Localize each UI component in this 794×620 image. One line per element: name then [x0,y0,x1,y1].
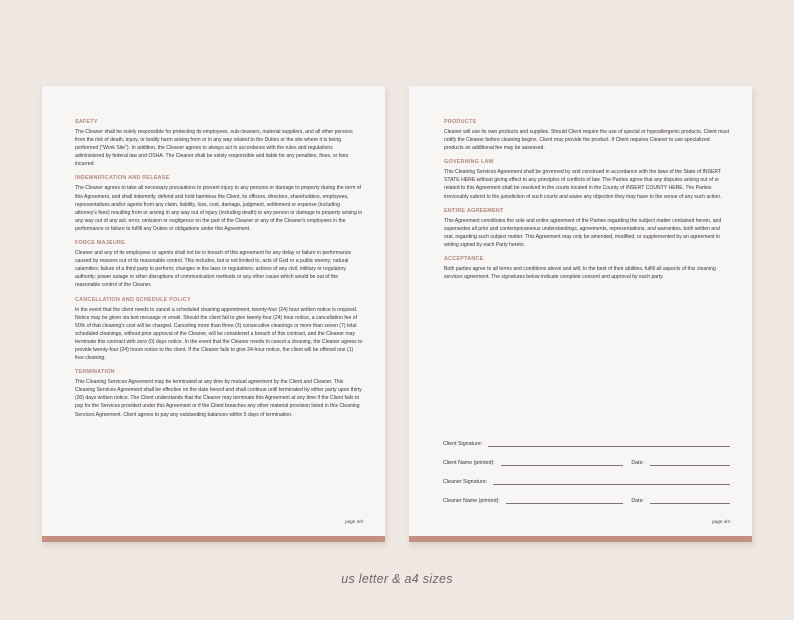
signature-block [443,428,730,504]
cleaner-name-row [443,485,730,504]
section-title: ENTIRE AGREEMENT [444,207,504,214]
cleaner-signature-label: Cleaner Signature: [443,479,488,485]
section-title: FORCE MAJEURE [75,240,125,247]
cleaner-date-line[interactable] [650,497,730,504]
section-body: Cleaner and any of its employees or agents shall not be in breach of this agreement for any delay or failure in performance caused by reasons out of its reasonable control. This includes, but is not limited to, acts of God or a public enemy; natural calamities; failure of a third party to perform; changes in the laws or regulations; actions of any civil, military or regulatory authority; power outage or other disruptions of communication methods or any other cause which would be out of the reasonable control of the Cleaner. [75,250,352,289]
document-page-4 [409,86,752,542]
section-products [444,119,730,152]
section-safety [75,119,363,168]
cleaner-signature-line[interactable] [493,478,730,485]
section-title: GOVERNING LAW [444,159,494,166]
section-title: ACCEPTANCE [444,256,484,263]
section-title: PRODUCTS [444,119,477,125]
section-governing-law [444,159,730,200]
client-date-line[interactable] [650,459,730,466]
section-entire-agreement [444,208,730,249]
section-body: In the event that the client needs to cancel a scheduled cleaning appointment, twenty-four (24) hour written notice is required. Notice may be given via text message or email. Should the client fail to give twenty-four (24) hour notice, a cancellation fee of 50% of that cleaning's cost will be charged. Canceling more than three (3) consecutive cleanings or more than seven (7) total scheduled cleanings, without prior approval of the Cleaner, will be considered a breach of this contract, and the Cleaner may terminate this contract with zero (0) days notice. In the event that the Cleaner needs to cancel a cleaning, the Cleaner agrees to provide twenty-four (24) hours notice to the client. If the Cleaner fails to give 24-hour notice, the client will be offered one (1) free cleaning. [75,306,363,362]
section-termination [75,369,363,418]
cleaner-name-line[interactable] [506,497,624,504]
section-force-majeure [75,240,363,289]
cleaner-signature-row [443,466,730,485]
section-body: The Cleaner agrees to take all necessary precautions to prevent injury to any persons or damage to property during the term of this Agreement, and shall indemnify, defend and hold harmless the Client, its officers, directors, shareholders, employees, representatives and/or agents from any claim, liability, loss, cost, damage, judgment, settlement or expense (including attorney's fees) resulting from or arising in any way out of injury (including death) to any person or damage to property arising in any way out of any act, error, omission or negligence on the part of the Cleaner or any of the Cleaner's employees in the performance or failure to fulfill any Duties or obligations under this Agreement. [75,185,363,232]
section-body: This Cleaning Services Agreement may be terminated at any time by mutual agreement by the Client and Cleaner. This Cleaning Services Agreement shall be effective on the date hereof and shall continue until terminated by either party upon thirty (30) days written notice. The Client understands that the Cleaner may terminate this Agreement at any time if the Client fails to pay for the Services provided under this Agreement or if the Client breaches any other material provision listed in this Cleaning Services Agreement. Client agrees to pay any outstanding balances within 5 days of termination. [75,379,362,418]
page-3-content [75,119,363,426]
cleaner-date-label: Date: [631,498,644,504]
client-signature-row [443,428,730,447]
section-title: INDEMNIFICATION AND RELEASE [75,175,170,182]
client-name-label: Client Name (printed): [443,460,495,466]
section-acceptance [444,256,730,281]
client-date-label: Date: [631,460,644,466]
client-name-line[interactable] [501,459,624,466]
page-number: page 4/4 [712,519,730,524]
section-body: Cleaner will use its own products and supplies. Should Client require the use of special or hypoallergenic products, Client must notify the Cleaner before cleaning begins. Client may provide the product. If Client requires Cleaner to use specialized products an additional fee may be assessed. [444,129,730,152]
size-caption: us letter & a4 sizes [341,572,453,586]
section-title: CANCELLATION AND SCHEDULE POLICY [75,296,191,303]
page-4-content [444,119,730,288]
section-title: SAFETY [75,119,98,125]
page-bottom-band [42,536,385,542]
section-indemnification [75,175,363,233]
cleaner-name-label: Cleaner Name (printed): [443,498,500,504]
section-body: This Cleaning Services Agreement shall be governed by and construed in accordance with the laws of the State of INSERT STATE HERE without giving effect to any principles of conflicts of law. The Parties agree that any disputes arising out of or related to this Agreement shall be resolved in the courts located in the County of INSERT COUNTY HERE. The Parties irrevocably submit to the jurisdiction of such courts and waive any objection they may have to the venue of any such action. [444,169,722,200]
section-body: This Agreement constitutes the sole and entire agreement of the Parties regarding the subject matter contained herein, and supersedes all prior and contemporaneous understandings, agreements, representations, and warranties, both written and oral, regarding such subject matter. This Agreement may only be amended, modified, or supplemented by an agreement in writing signed by each Party hereto. [444,217,722,248]
section-body: Both parties agree to all terms and conditions above and will, to the best of their abilities, fulfill all aspects of this cleaning services agreement. The signatures below indicate complete consent and approval by each party. [444,266,716,281]
page-number: page 3/4 [345,519,363,524]
section-cancellation [75,297,363,363]
client-signature-line[interactable] [488,440,730,447]
section-title: TERMINATION [75,369,115,376]
page-bottom-band [409,536,752,542]
client-signature-label: Client Signature: [443,441,483,447]
document-page-3 [42,86,385,542]
section-body: The Cleaner shall be solely responsible for protecting its employees, sub-cleaners, material suppliers, and all other persons from the risk of death, injury, or bodily harm arising from or in any way related to the Duties or the site where it is being performed ("Work Site"). In addition, the Cleaner agrees to always act in accordance with the rules and regulations administered by federal law and OSHA. The Cleaner shall be solely responsible and liable for any penalties, fines, or fees incurred. [75,129,353,168]
client-name-row [443,447,730,466]
